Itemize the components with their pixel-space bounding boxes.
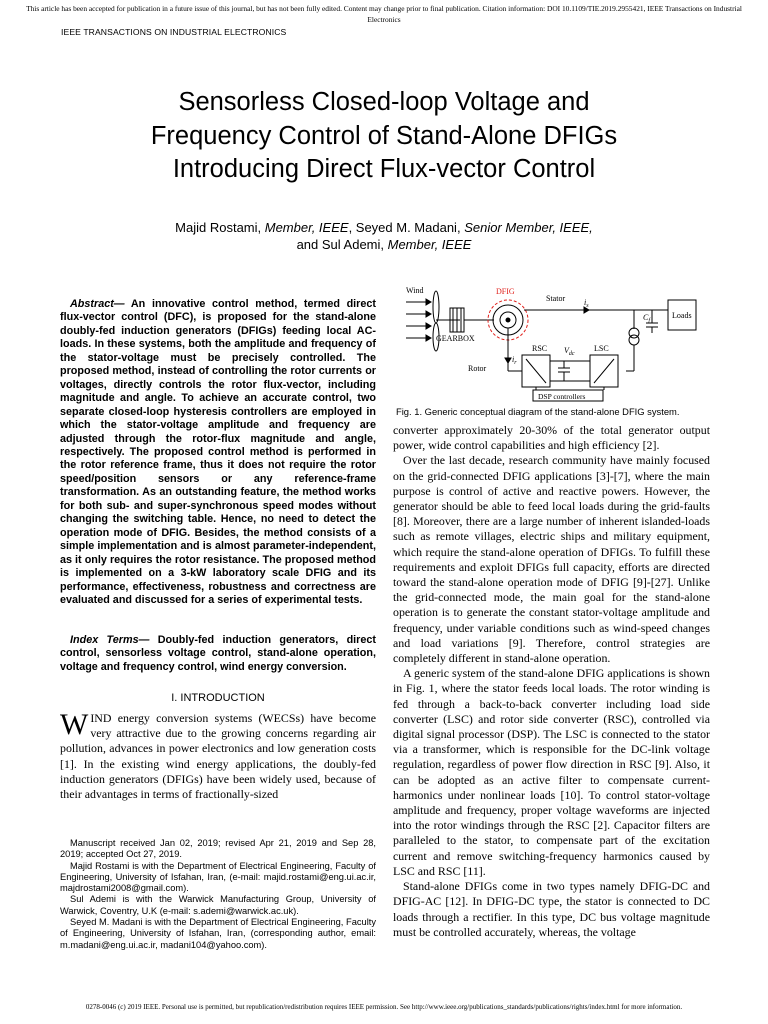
label-ir: $i_r$ (512, 355, 517, 366)
paragraph: Over the last decade, research community have mainly focused on the grid-connected DFIG applications [3]-[7], where the main purpose is control of active and reactive powers. However, the generator should be able to feed local loads during the grid-faults [8]. Moreover, there are a large number of inherent islanded-loads such as remote villages, electric ships and military equipment, which require the stand-alone operation of DFIGs. To fulfill these requirements and exploit DFIGs full capacity, efforts are directed toward the stand-alone operation mode of DFIG [9]-[27]. Unlike the grid-connected mode, the main goal for the stand-alone operation is to generate the constant stator-voltage amplitude and frequency, under variable conditions such as wind-speed changes and load variations [9]. Therefore, control strategies are completely different in stand-alone operation. (393, 453, 710, 666)
index-terms (60, 634, 376, 674)
journal-name: IEEE TRANSACTIONS ON INDUSTRIAL ELECTRONICS (61, 27, 287, 37)
label-is: $i_s$ (584, 298, 589, 309)
label-lsc: LSC (594, 344, 609, 353)
label-wind: Wind (406, 286, 424, 295)
copyright-note: 0278-0046 (c) 2019 IEEE. Personal use is permitted, but republication/redistribution requires IEEE permission. See http://www.ieee.org/publications_standards/publications/rights/index.html for more information. (85, 1003, 683, 1011)
abstract-lead: Abstract— (70, 298, 125, 310)
author-role: Member, IEEE (264, 220, 349, 235)
label-dsp: DSP controllers (538, 392, 586, 401)
right-column-text (393, 423, 710, 940)
label-rsc: RSC (532, 344, 548, 353)
dfig-system-diagram (398, 283, 712, 403)
author-name: Majid Rostami, (175, 220, 265, 235)
section-heading: I. INTRODUCTION (171, 692, 265, 704)
label-rotor: Rotor (468, 364, 487, 373)
footnote: Manuscript received Jan 02, 2019; revised Apr 21, 2019 and Sep 28, 2019; accepted Oct 27, 2019. (60, 838, 376, 860)
author-role: Senior Member, IEEE, (464, 220, 593, 235)
footnote: Majid Rostami is with the Department of Electrical Engineering, Faculty of Engineering, University of Isfahan, Iran, (e-mail: majid.rostami@eng.ui.ac.ir, majdrostami2008@gmail.com). (60, 860, 376, 894)
author-name: , Seyed M. Madani, (348, 220, 465, 235)
title-line: Sensorless Closed-loop Voltage and (178, 88, 590, 116)
footnote: Sul Ademi is with the Warwick Manufacturing Group, University of Warwick, Coventry, U.K (e-mail: s.ademi@warwick.ac.uk). (60, 894, 376, 916)
drop-cap: W (60, 708, 89, 741)
label-vdc: $V_{dc}$ (564, 346, 575, 357)
intro-paragraph: IND energy conversion systems (WECSs) have become very attractive due to the growing concerns regarding air pollution, advances in power electronics and low generation costs [1]. In the existing wind energy applications, the doubly-fed induction generators (DFIGs) have been widely used, because of their advantages in terms of fractionally-sized (60, 711, 376, 802)
top-publication-note: This article has been accepted for publication in a future issue of this journal, but has not been fully edited. Content may change prior to final publication. Citation information: DOI 10.1109/TIE.2019.2955421, IEEE Transactions on Industrial Electronics (26, 4, 742, 24)
label-gearbox: GEARBOX (436, 334, 475, 343)
label-stator: Stator (546, 294, 566, 303)
label-dfig: DFIG (496, 287, 515, 296)
footnotes (60, 838, 376, 951)
index-terms-text: Doubly-fed induction generators, direct control, sensorless voltage control, stand-alone operation, voltage and frequency control, wind energy conversion. (60, 634, 376, 673)
author-role: Member, IEEE (387, 237, 472, 252)
author-name: and Sul Ademi, (296, 237, 388, 252)
abstract (60, 298, 376, 607)
author-list (60, 219, 708, 253)
label-loads: Loads (672, 311, 692, 320)
label-cf: $C_f$ (643, 313, 651, 324)
paragraph: converter approximately 20-30% of the total generator output power, wide control capabilities and high efficiency [2]. (393, 423, 710, 453)
abstract-text: An innovative control method, termed direct flux-vector control (DFC), is proposed for the stand-alone doubly-fed induction generators (DFIGs) feeding local AC-loads. In these systems, both the amplitude and frequency of the stator-voltage must be precisely controlled. The proposed method, instead of controlling the rotor currents or voltages, directly controls the rotor flux-vector, including magnitude and angle. To achieve an accurate control, two separate closed-loop hysteresis controllers are employed in which the stator-voltage amplitude and frequency are adjusted through the rotor-flux magnitude and angle, respectively. The proposed control method is performed in the rotor reference frame, thus it does not require the rotor speed/position sensors or any reference-frame transformation. As an outstanding feature, the method works for both sub- and super-synchronous speed modes without changing the switching table. Hence, no need to detect the operation mode of DFIG. Besides, the method consists of a simple implementation and is almost parameter-independent, as it only requires the rotor resistance. The proposed method is implemented on a 3-kW laboratory scale DFIG and its performance, effectiveness, robustness and correctness are evaluated and discussed for a series of experimental tests. (60, 298, 376, 606)
figure-caption: Fig. 1. Generic conceptual diagram of the stand-alone DFIG system. (396, 406, 680, 417)
title-line: Introducing Direct Flux-vector Control (172, 155, 596, 183)
index-terms-lead: Index Terms— (70, 634, 150, 646)
paragraph: Stand-alone DFIGs come in two types namely DFIG-DC and DFIG-AC [12]. In DFIG-DC type, the stator is connected to DC loads through a rectifier. In this type, DC bus voltage magnitude must be controlled accurately, whereas, the voltage (393, 879, 710, 939)
title-line: Frequency Control of Stand-Alone DFIGs (150, 121, 618, 150)
paragraph: A generic system of the stand-alone DFIG applications is shown in Fig. 1, where the stator feeds local loads. The rotor winding is fed through a back-to-back converter including load side converter (LSC) and rotor side converter (RSC), controlled via digital signal processor (DSP). The LSC is connected to the stator via a transformer, which is responsible for the DC-link voltage regulation, regardless of power flow direction in RSC [9]. Also, it can be adopted as an active filter to compensate current-harmonics under nonlinear loads [10]. To control stator-voltage amplitude and frequency, proper voltage waveforms are injected into the rotor windings through the RSC [2]. Capacitor filters are paralleled to the stator, to compensate part of the excitation current and remove switching-frequency harmonics caused by LSC and RSC [11]. (393, 666, 710, 878)
footnote: Seyed M. Madani is with the Department of Electrical Engineering, Faculty of Engineering, University of Isfahan, Iran, (corresponding author, email: m.madani@eng.ui.ac.ir, madani104@yahoo.com). (60, 917, 376, 950)
introduction-text (60, 708, 376, 802)
paper-title (40, 86, 728, 187)
